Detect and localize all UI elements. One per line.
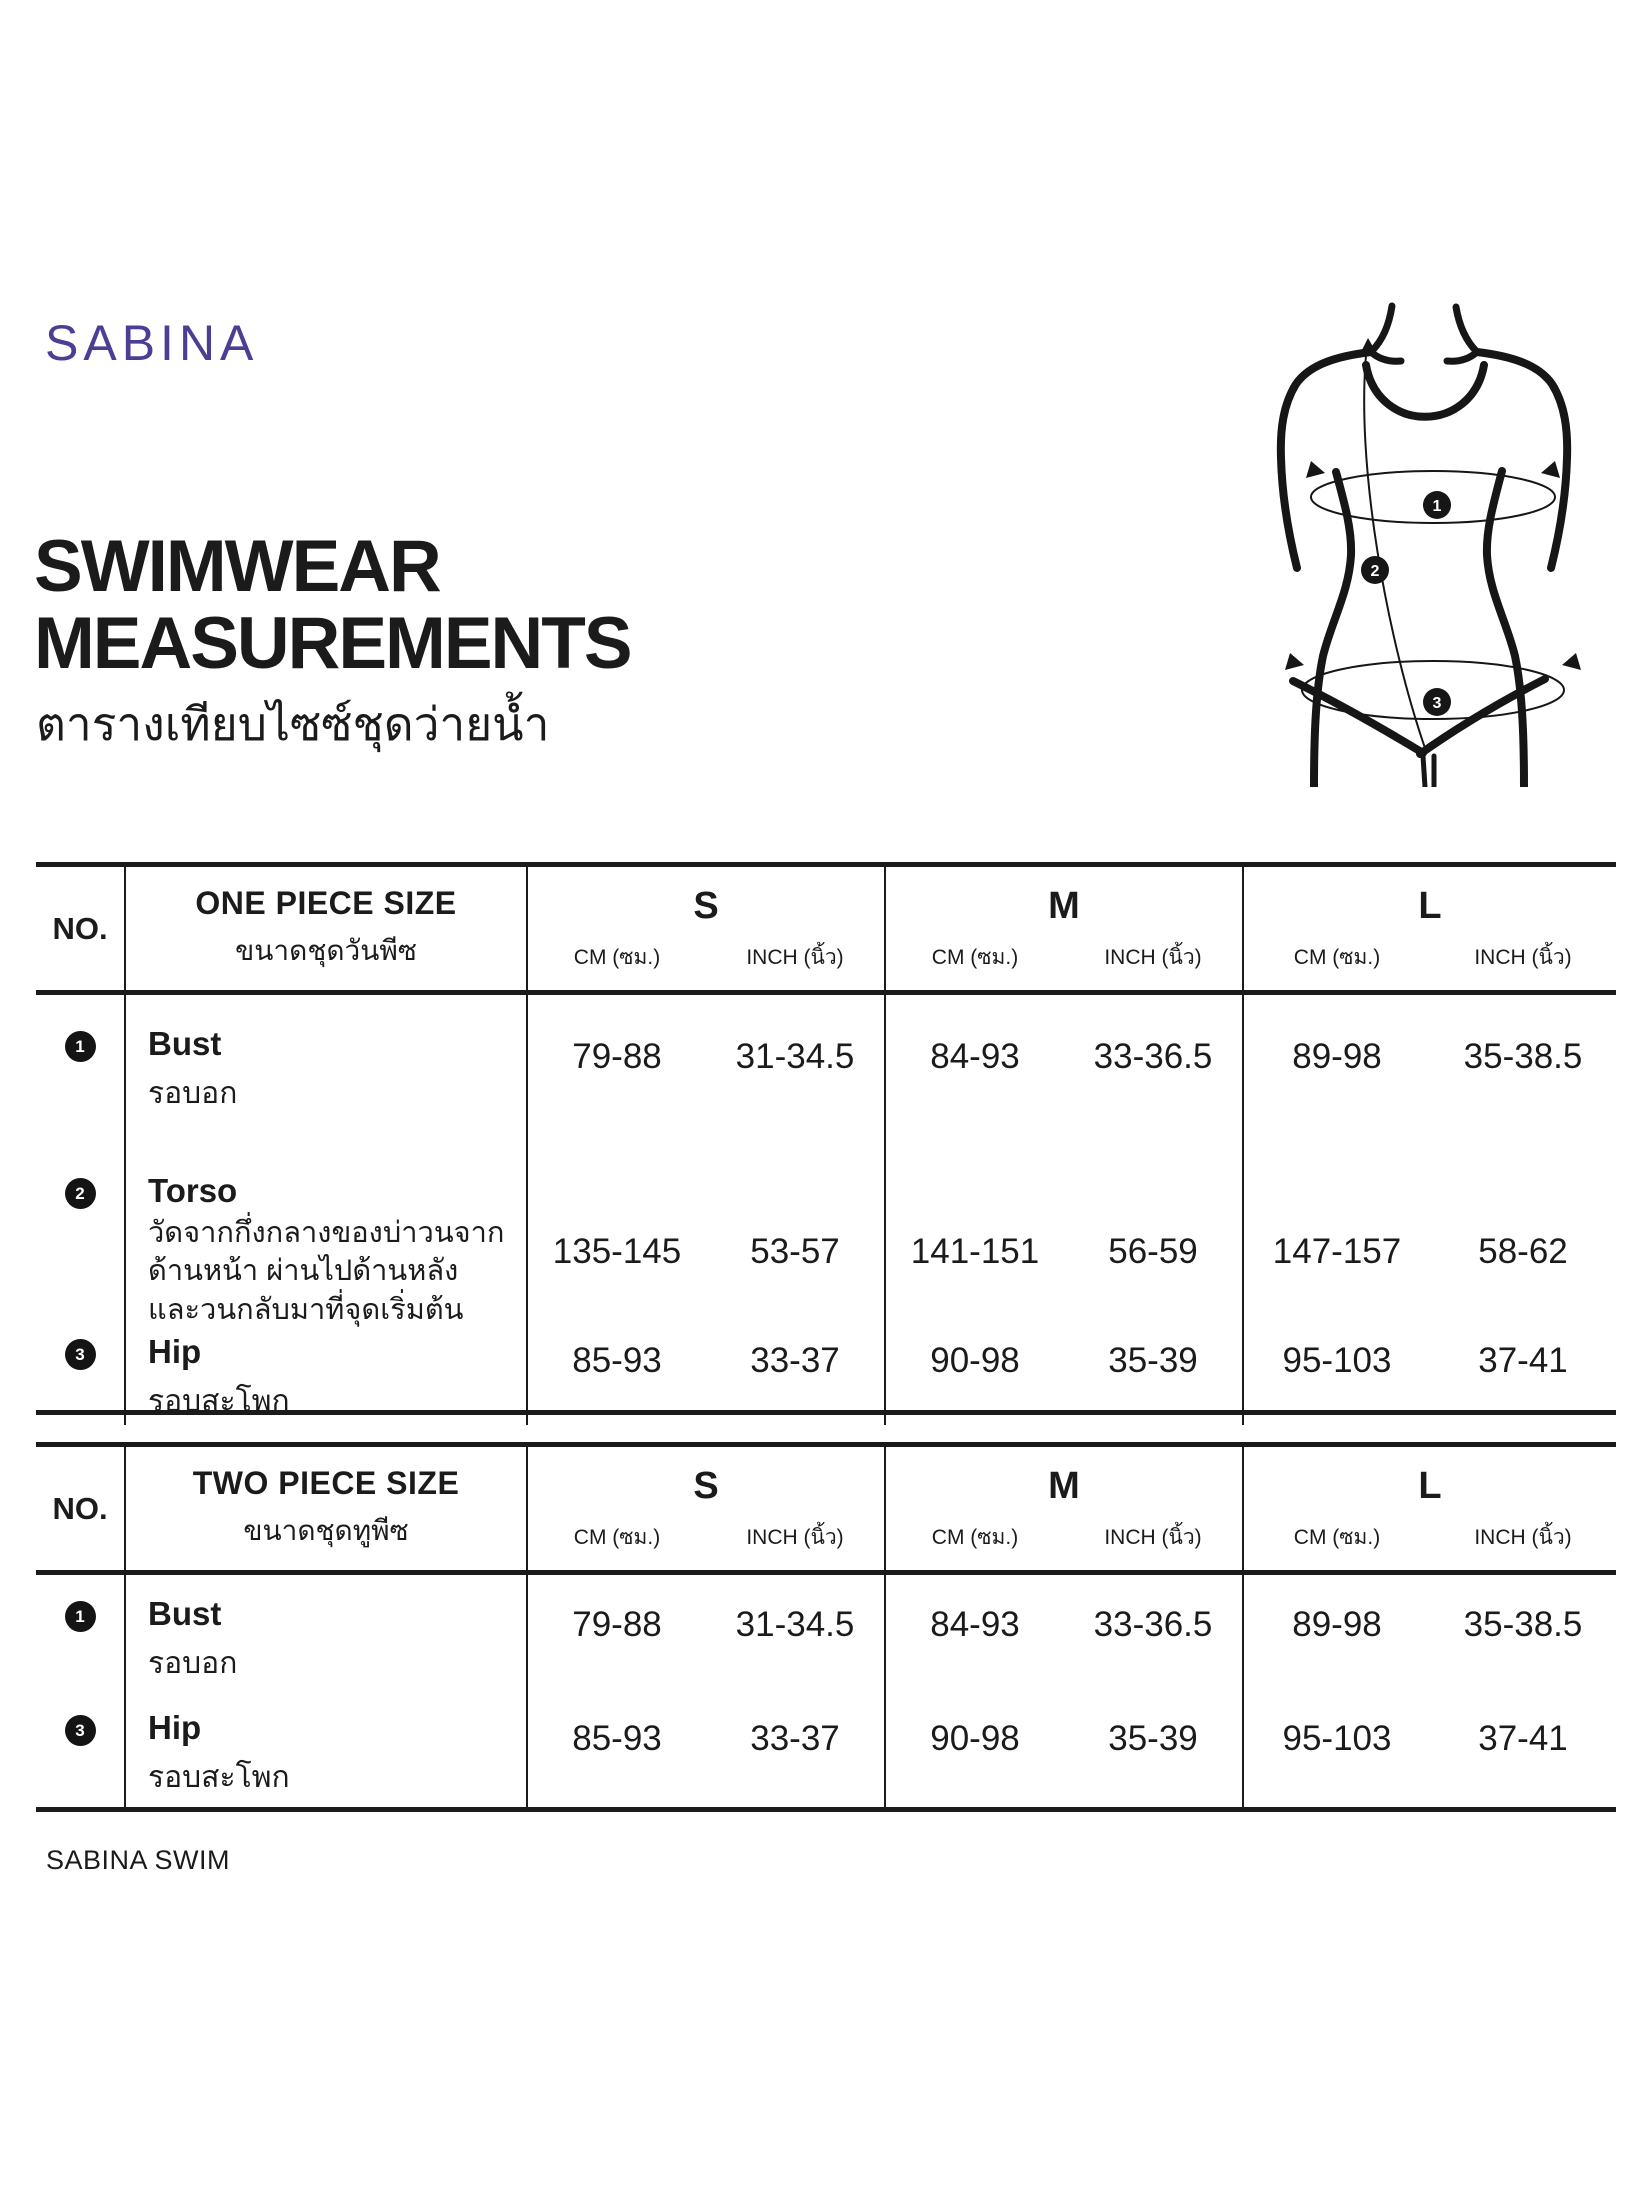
value-m-inch: 35-39: [1108, 1719, 1198, 1758]
unit-label-cm: CM (ซม.): [931, 946, 1019, 969]
value-s-cm: 79-88: [572, 1037, 662, 1076]
table-row-torso: [36, 1150, 1616, 1325]
arrowhead: [1562, 653, 1581, 670]
table-title-thai: ขนาดชุดวันพีซ: [235, 934, 417, 966]
value-m-inch: 33-36.5: [1093, 1037, 1213, 1076]
row-name-thai: รอบอก: [148, 1647, 238, 1680]
value-m-cm: 90-98: [930, 1341, 1020, 1380]
unit-labels: [1244, 1521, 1616, 1554]
arrowhead: [1306, 461, 1325, 478]
page-title: [34, 528, 631, 683]
row-number-cell: [36, 1575, 124, 1693]
values-size-s: [526, 995, 884, 1150]
row-number-cell: [36, 1150, 124, 1329]
value-l-cm: 95-103: [1282, 1341, 1392, 1380]
unit-label-cm: CM (ซม.): [573, 946, 661, 969]
page-title-line-2: MEASUREMENTS: [34, 603, 631, 685]
unit-labels: [528, 941, 884, 974]
value-m-inch: 56-59: [1108, 1232, 1198, 1271]
row-name-thai: รอบอก: [148, 1077, 238, 1110]
column-header-size-l: [1242, 1447, 1616, 1570]
column-header-size-m: [884, 1447, 1242, 1570]
row-number-badge: 3: [65, 1715, 96, 1746]
unit-label-cm: CM (ซม.): [931, 1526, 1019, 1549]
size-letter-l: L: [1418, 885, 1442, 927]
value-l-cm: 147-157: [1272, 1232, 1402, 1271]
values-size-l: [1242, 1325, 1616, 1425]
neck-line-left: [1371, 306, 1392, 352]
table-row-hip: [36, 1325, 1616, 1418]
row-description-line: ด้านหน้า ผ่านไปด้านหลัง: [148, 1255, 459, 1288]
diagram-marker-3-label: 3: [1432, 695, 1442, 712]
value-l-inch: 35-38.5: [1463, 1037, 1583, 1076]
arrowhead: [1541, 461, 1560, 478]
size-letter-m: M: [1048, 885, 1080, 927]
size-letter-m: M: [1048, 1465, 1080, 1507]
row-name: Hip: [148, 1709, 202, 1746]
value-l-inch: 58-62: [1478, 1232, 1568, 1271]
body-side-left: [1314, 472, 1351, 787]
row-number-badge: 1: [65, 1601, 96, 1632]
table-header-row: [36, 867, 1616, 995]
row-name: Bust: [148, 1595, 222, 1632]
value-l-inch: 37-41: [1478, 1341, 1568, 1380]
values-size-s: [526, 1575, 884, 1693]
crotch-line-left: [1423, 756, 1425, 787]
size-letter-s: S: [693, 1465, 719, 1507]
row-number-badge: 1: [65, 1031, 96, 1062]
unit-label-cm: CM (ซม.): [1293, 946, 1381, 969]
collar-line-right: [1447, 352, 1477, 361]
value-m-cm: 141-151: [910, 1232, 1040, 1271]
column-header-size-s: [526, 867, 884, 990]
values-size-s: [526, 1693, 884, 1807]
brand-logo: SABINA: [45, 315, 259, 371]
row-label-cell: [124, 995, 526, 1150]
unit-label-cm: CM (ซม.): [1293, 1526, 1381, 1549]
swimsuit-neckline: [1366, 365, 1484, 417]
value-s-cm: 79-88: [572, 1605, 662, 1644]
table-title-thai: ขนาดชุดทูพีซ: [243, 1514, 409, 1546]
collar-line-left: [1371, 352, 1401, 361]
row-name: Hip: [148, 1333, 202, 1370]
body-measurement-diagram: [1180, 262, 1610, 787]
row-name: Torso: [148, 1172, 238, 1209]
unit-label-inch: INCH (นิ้ว): [1104, 1526, 1202, 1549]
values-size-m: [884, 1325, 1242, 1425]
values-size-m: [884, 1575, 1242, 1693]
unit-labels: [1244, 941, 1616, 974]
arrowhead: [1285, 653, 1304, 670]
table-title: TWO PIECE SIZE: [192, 1464, 460, 1501]
values-size-m: [884, 1150, 1242, 1329]
values-size-l: [1242, 1150, 1616, 1329]
unit-label-inch: INCH (นิ้ว): [1474, 1526, 1572, 1549]
column-header-measure: [124, 1447, 526, 1570]
value-s-cm: 135-145: [552, 1232, 682, 1271]
unit-labels: [886, 1521, 1242, 1554]
value-m-inch: 33-36.5: [1093, 1605, 1213, 1644]
value-m-inch: 35-39: [1108, 1341, 1198, 1380]
column-header-size-m: [884, 867, 1242, 990]
unit-labels: [528, 1521, 884, 1554]
column-header-size-l: [1242, 867, 1616, 990]
footer-brand-text: SABINA SWIM: [46, 1845, 231, 1875]
table-header-row: [36, 1447, 1616, 1575]
unit-label-inch: INCH (นิ้ว): [1474, 946, 1572, 969]
unit-labels: [886, 941, 1242, 974]
column-header-no: NO.: [52, 910, 108, 946]
row-number-badge: 3: [65, 1339, 96, 1370]
value-s-inch: 53-57: [750, 1232, 840, 1271]
row-number-cell: [36, 1325, 124, 1425]
diagram-marker-2-label: 2: [1370, 563, 1380, 580]
values-size-l: [1242, 1693, 1616, 1807]
value-l-cm: 95-103: [1282, 1719, 1392, 1758]
table-row-bust: [36, 995, 1616, 1150]
values-size-m: [884, 1693, 1242, 1807]
value-m-cm: 84-93: [930, 1605, 1020, 1644]
two-piece-size-table: [36, 1442, 1616, 1812]
table-row-hip: [36, 1693, 1616, 1807]
table-title: ONE PIECE SIZE: [195, 884, 457, 921]
value-s-inch: 31-34.5: [735, 1037, 855, 1076]
value-l-cm: 89-98: [1292, 1605, 1382, 1644]
row-description-thai: [148, 1214, 526, 1329]
values-size-m: [884, 995, 1242, 1150]
row-description-line: และวนกลับมาที่จุดเริ่มต้น: [148, 1293, 464, 1326]
value-s-inch: 33-37: [750, 1341, 840, 1380]
page-subtitle-thai: ตารางเทียบไซซ์ชุดว่ายน้ำ: [36, 698, 550, 750]
values-size-l: [1242, 995, 1616, 1150]
value-l-inch: 37-41: [1478, 1719, 1568, 1758]
values-size-s: [526, 1325, 884, 1425]
size-letter-s: S: [693, 885, 719, 927]
row-number-badge: 2: [65, 1178, 96, 1209]
value-m-cm: 90-98: [930, 1719, 1020, 1758]
page-title-line-1: SWIMWEAR: [34, 526, 440, 607]
values-size-s: [526, 1150, 884, 1329]
row-label-cell: [124, 1325, 526, 1425]
column-header-size-s: [526, 1447, 884, 1570]
unit-label-inch: INCH (นิ้ว): [1104, 946, 1202, 969]
size-letter-l: L: [1418, 1465, 1442, 1507]
unit-label-inch: INCH (นิ้ว): [746, 946, 844, 969]
neck-line-right: [1456, 307, 1477, 352]
value-s-cm: 85-93: [572, 1719, 662, 1758]
row-description-line: วัดจากกึ่งกลางของบ่าวนจาก: [148, 1217, 505, 1249]
value-l-cm: 89-98: [1292, 1037, 1382, 1076]
row-name-thai: รอบสะโพก: [148, 1761, 290, 1794]
values-size-l: [1242, 1575, 1616, 1693]
column-header-measure: [124, 867, 526, 990]
value-l-inch: 35-38.5: [1463, 1605, 1583, 1644]
column-header-no: NO.: [52, 1490, 108, 1526]
row-label-cell: [124, 1150, 526, 1329]
shoulder-arm-left: [1281, 352, 1371, 568]
row-number-cell: [36, 995, 124, 1150]
table-row-bust: [36, 1575, 1616, 1693]
row-label-cell: [124, 1693, 526, 1807]
row-number-cell: [36, 1693, 124, 1807]
value-s-inch: 31-34.5: [735, 1605, 855, 1644]
unit-label-inch: INCH (นิ้ว): [746, 1526, 844, 1549]
value-s-inch: 33-37: [750, 1719, 840, 1758]
row-name-thai: รอบสะโพก: [148, 1385, 290, 1418]
value-m-cm: 84-93: [930, 1037, 1020, 1076]
row-label-cell: [124, 1575, 526, 1693]
diagram-marker-1-label: 1: [1432, 498, 1442, 515]
row-name: Bust: [148, 1025, 222, 1062]
value-s-cm: 85-93: [572, 1341, 662, 1380]
unit-label-cm: CM (ซม.): [573, 1526, 661, 1549]
one-piece-size-table: [36, 862, 1616, 1418]
